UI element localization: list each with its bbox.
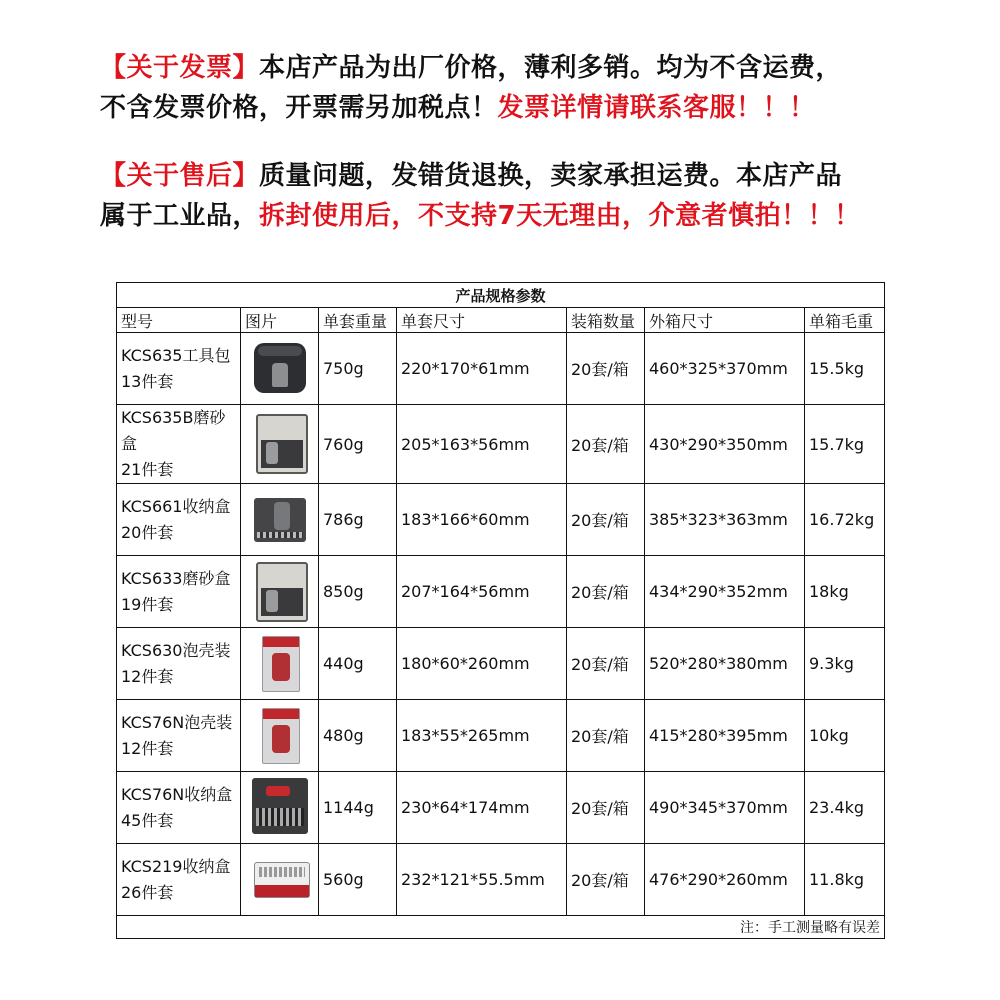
invoice-contact: 发票详情请联系客服！！！ — [497, 93, 816, 123]
weight-cell: 1144g — [319, 772, 397, 844]
carton-cell: 430*290*350mm — [645, 405, 805, 484]
table-header-row — [117, 308, 885, 333]
header-model: 型号 — [117, 308, 241, 333]
table-row — [117, 556, 885, 628]
model-cell: KCS635B磨砂盒 21件套 — [117, 405, 241, 484]
table-row — [117, 844, 885, 916]
product-image — [250, 632, 310, 692]
product-image-cell — [241, 556, 319, 628]
table-row — [117, 700, 885, 772]
size-cell: 180*60*260mm — [397, 628, 567, 700]
invoice-notice — [100, 48, 842, 128]
gross-cell: 10kg — [805, 700, 885, 772]
qty-cell: 20套/箱 — [567, 628, 645, 700]
model-cell: KCS630泡壳装 12件套 — [117, 628, 241, 700]
gross-cell: 16.72kg — [805, 484, 885, 556]
product-image-cell — [241, 772, 319, 844]
carton-cell: 520*280*380mm — [645, 628, 805, 700]
invoice-line1: 本店产品为出厂价格，薄利多销。均为不含运费， — [259, 53, 843, 83]
spec-table — [116, 282, 885, 939]
product-image-cell — [241, 484, 319, 556]
qty-cell: 20套/箱 — [567, 333, 645, 405]
size-cell: 183*55*265mm — [397, 700, 567, 772]
header-qty: 装箱数量 — [567, 308, 645, 333]
invoice-tag: 【关于发票】 — [100, 53, 260, 83]
table-row — [117, 628, 885, 700]
gross-cell: 11.8kg — [805, 844, 885, 916]
aftersale-tag: 【关于售后】 — [100, 161, 260, 191]
table-row — [117, 484, 885, 556]
qty-cell: 20套/箱 — [567, 405, 645, 484]
invoice-line2: 不含发票价格，开票需另加税点！ — [100, 93, 498, 123]
gross-cell: 23.4kg — [805, 772, 885, 844]
product-image — [250, 776, 310, 836]
table-title: 产品规格参数 — [117, 283, 885, 308]
product-image — [250, 412, 310, 472]
weight-cell: 750g — [319, 333, 397, 405]
table-row — [117, 772, 885, 844]
gross-cell: 18kg — [805, 556, 885, 628]
carton-cell: 476*290*260mm — [645, 844, 805, 916]
carton-cell: 434*290*352mm — [645, 556, 805, 628]
header-weight: 单套重量 — [319, 308, 397, 333]
size-cell: 220*170*61mm — [397, 333, 567, 405]
product-image-cell — [241, 844, 319, 916]
qty-cell: 20套/箱 — [567, 700, 645, 772]
size-cell: 230*64*174mm — [397, 772, 567, 844]
weight-cell: 850g — [319, 556, 397, 628]
size-cell: 207*164*56mm — [397, 556, 567, 628]
model-cell: KCS633磨砂盒 19件套 — [117, 556, 241, 628]
product-image-cell — [241, 700, 319, 772]
qty-cell: 20套/箱 — [567, 844, 645, 916]
size-cell: 232*121*55.5mm — [397, 844, 567, 916]
aftersale-line1: 质量问题，发错货退换，卖家承担运费。本店产品 — [259, 161, 843, 191]
product-image — [250, 848, 310, 908]
weight-cell: 786g — [319, 484, 397, 556]
model-cell: KCS76N收纳盒 45件套 — [117, 772, 241, 844]
table-footnote: 注：手工测量略有误差 — [117, 916, 885, 939]
product-image — [250, 560, 310, 620]
carton-cell: 415*280*395mm — [645, 700, 805, 772]
carton-cell: 490*345*370mm — [645, 772, 805, 844]
product-image-cell — [241, 333, 319, 405]
aftersale-warning: 拆封使用后，不支持7天无理由，介意者慎拍！！！ — [259, 201, 861, 231]
product-image — [250, 488, 310, 548]
header-size: 单套尺寸 — [397, 308, 567, 333]
weight-cell: 760g — [319, 405, 397, 484]
table-row — [117, 333, 885, 405]
qty-cell: 20套/箱 — [567, 772, 645, 844]
model-cell: KCS661收纳盒 20件套 — [117, 484, 241, 556]
header-gross: 单箱毛重 — [805, 308, 885, 333]
product-image — [250, 337, 310, 397]
gross-cell: 15.7kg — [805, 405, 885, 484]
product-image — [250, 704, 310, 764]
model-cell: KCS76N泡壳装 12件套 — [117, 700, 241, 772]
carton-cell: 385*323*363mm — [645, 484, 805, 556]
size-cell: 205*163*56mm — [397, 405, 567, 484]
model-cell: KCS219收纳盒 26件套 — [117, 844, 241, 916]
size-cell: 183*166*60mm — [397, 484, 567, 556]
weight-cell: 480g — [319, 700, 397, 772]
table-row — [117, 405, 885, 484]
header-image: 图片 — [241, 308, 319, 333]
aftersale-line2: 属于工业品， — [100, 201, 260, 231]
product-image-cell — [241, 628, 319, 700]
aftersale-notice — [100, 156, 861, 236]
model-cell: KCS635工具包 13件套 — [117, 333, 241, 405]
weight-cell: 440g — [319, 628, 397, 700]
header-carton: 外箱尺寸 — [645, 308, 805, 333]
product-image-cell — [241, 405, 319, 484]
qty-cell: 20套/箱 — [567, 484, 645, 556]
gross-cell: 9.3kg — [805, 628, 885, 700]
weight-cell: 560g — [319, 844, 397, 916]
qty-cell: 20套/箱 — [567, 556, 645, 628]
carton-cell: 460*325*370mm — [645, 333, 805, 405]
gross-cell: 15.5kg — [805, 333, 885, 405]
